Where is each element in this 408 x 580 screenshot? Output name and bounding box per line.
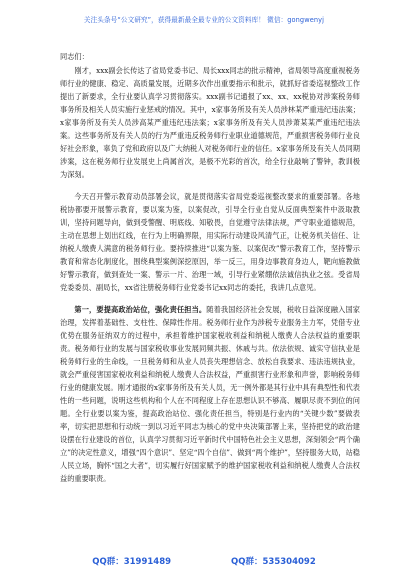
- paragraph-3: [60, 303, 360, 485]
- qq-group-1: QQ群：31991489: [92, 557, 172, 567]
- section-1-heading: 第一，要提高政治站位，强化责任担当。: [74, 305, 207, 314]
- qq-group-2: QQ群：535304092: [231, 557, 316, 567]
- promo-header: 关注头条号“公文研究”，获得最新最全最专业的公文资料库！ 微信：gongwenyj: [83, 16, 325, 24]
- paragraph-1: 刚才，xxx副会长传达了省局党委书记、局长xxx同志的批示精神，省局领导高度重视税务师行业的健康、稳定、高质量发展，近期多次作出重要指示和批示，就抓好省委巡视整改工作提出了新要求，全行业要认真学习贯彻落实。xxx副书记通报了xx、xx、xx税协对涉案税务师事务所及相关人员实施行业惩戒的情况。其中，x家事务所及有关人员涉林某严重违纪违法案；x家事务所及有关人员涉高某严重违纪违法案；x家事务所及有关人员涉萧某某严重违纪违法案。这些事务所及有关人员的行为严重违反税务师行业职业道德规范，严重损害税务师行业良好社会形象，辜负了党和政府以及广大纳税人对税务师行业的信任。x家事务所及有关人员同期涉案，这在税务师行业发展史上尚属首次，是极不光彩的首次，给全行业敲响了警钟，教训极为深刻。: [60, 66, 360, 179]
- paragraph-2: 今天召开警示教育动员部署会议，就是贯彻落实省局党委巡视整改要求的重要部署。各地税协都要开展警示教育，要以案为鉴，以案促改，引导全行业自觉从反面典型案件中汲取教训，坚持问题导向，做到受警醒、明底线、知敬畏，自觉遵守法律法规，严守职业道德规范，主动在思想上划出红线，在行为上明确界限，用实际行动建设风清气正，让税务机关信任、让纳税人缴费人满意的税务师行业。要持续推进“以案为鉴、以案促改”警示教育工作，坚持警示教育和常态化制度化，围绕典型案例深挖原因，举一反三，用身边事教育身边人，靶向施教做好警示教育，做到查处一案、警示一片、治理一域，引导行业紧绷依法诚信执业之弦。受省局党委委员、副局长，xx省注册税务师行业党委书记xx同志的委托，我讲几点意见。: [60, 192, 360, 292]
- footer: [0, 555, 408, 567]
- greeting: 同志们：: [60, 52, 89, 61]
- section-1-body: 随着我国经济社会发展，税收日益深度融入国家治理，发挥着基础性、支柱性、保障性作用。税务师行业作为涉税专业服务主力军，凭借专业优势在服务征纳双方的过程中，承担着维护国家税收利益和纳税人缴费人合法权益的重要职责。税务师行业的发展与国家税收事业发展同频共振、休戚与共。依法依规、诚实守信执业是税务师行业的生命线，一旦税务师和从业人员丧失理想信念、放松自我要求、违法违规执业，就会严重侵害国家税收利益和纳税人缴费人合法权益，严重损害行业形象和声誉，影响税务师行业的健康发展。刚才通报的x家事务所及有关人员，无一例外都是其行业中具有典型性和代表性的一些问题，说明这些机构和个人在不同程度上存在思想认识不够高、履职尽责不到位的问题。全行业要以案为鉴，提高政治站位、强化责任担当，特别是行业内的“关键少数”要做表率，切实把思想和行动统一到以习近平同志为核心的党中央决策部署上来，坚持把党的政治建设摆在行业建设的首位，认真学习贯彻习近平新时代中国特色社会主义思想，深刻领会“两个确立”的决定性意义，增强“四个意识”、坚定“四个自信”、做到“两个维护”，坚持服务大局，站稳人民立场，胸怀“国之大者”，切实履行好国家赋予的维护国家税收利益和纳税人缴费人合法权益的重要职责。: [60, 305, 360, 483]
- document-body: [60, 50, 360, 485]
